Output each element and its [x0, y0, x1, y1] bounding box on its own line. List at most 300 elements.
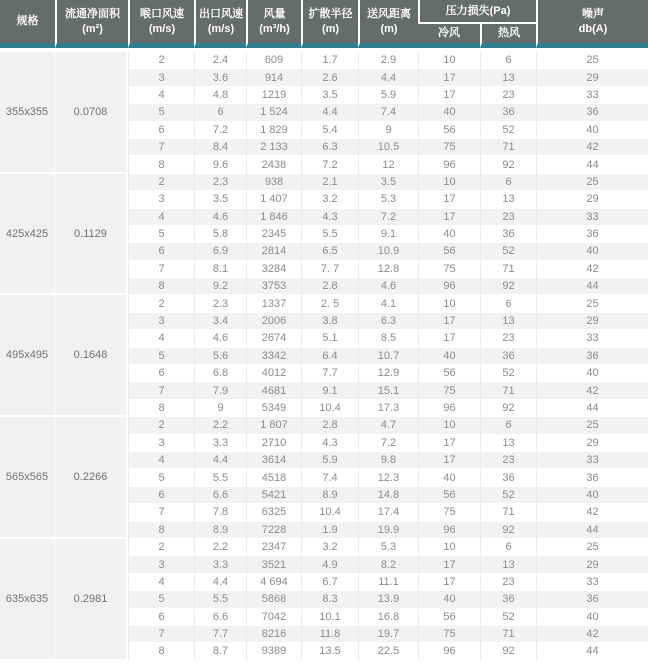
cell-outlet-speed: 3.6	[194, 69, 246, 86]
cell-diffusion-radius: 2.6	[301, 69, 358, 86]
cell-diffusion-radius: 6.4	[301, 348, 358, 365]
header-air-volume	[246, 0, 301, 48]
table-row	[0, 52, 648, 69]
cell-throat-speed: 5	[128, 469, 194, 486]
cell-diffusion-radius: 10.1	[301, 609, 358, 626]
cell-throw-distance: 4.1	[358, 295, 418, 312]
cell-noise: 42	[536, 382, 648, 399]
cell-pressure-hot: 13	[480, 556, 536, 573]
cell-air-volume: 2710	[246, 435, 301, 452]
cell-throw-distance: 10.7	[358, 348, 418, 365]
cell-noise: 33	[536, 452, 648, 469]
cell-pressure-hot: 92	[480, 643, 536, 660]
cell-outlet-speed: 7.7	[194, 626, 246, 643]
cell-pressure-cold: 56	[418, 122, 480, 139]
cell-outlet-speed: 3.3	[194, 556, 246, 573]
cell-throat-speed: 7	[128, 261, 194, 278]
cell-pressure-hot: 52	[480, 609, 536, 626]
cell-noise: 36	[536, 469, 648, 486]
cell-throat-speed: 5	[128, 348, 194, 365]
cell-air-volume: 2814	[246, 243, 301, 260]
cell-outlet-speed: 6.9	[194, 243, 246, 260]
cell-noise: 40	[536, 243, 648, 260]
cell-noise: 42	[536, 626, 648, 643]
cell-outlet-speed: 7.8	[194, 504, 246, 521]
table-row	[0, 174, 648, 191]
cell-outlet-speed: 4.6	[194, 330, 246, 347]
cell-pressure-cold: 40	[418, 348, 480, 365]
cell-pressure-cold: 75	[418, 261, 480, 278]
cell-pressure-cold: 40	[418, 226, 480, 243]
cell-pressure-cold: 17	[418, 452, 480, 469]
cell-throw-distance: 6.3	[358, 313, 418, 330]
cell-throw-distance: 19.7	[358, 626, 418, 643]
cell-outlet-speed: 6.6	[194, 609, 246, 626]
cell-throat-speed: 3	[128, 191, 194, 208]
cell-outlet-speed: 7.9	[194, 382, 246, 399]
cell-throw-distance: 12.9	[358, 365, 418, 382]
cell-noise: 36	[536, 226, 648, 243]
header-spec-label: 规格	[16, 15, 39, 28]
cell-air-volume: 5349	[246, 400, 301, 417]
cell-pressure-cold: 17	[418, 209, 480, 226]
table-header	[0, 0, 648, 48]
cell-throat-speed: 6	[128, 609, 194, 626]
cell-noise: 36	[536, 348, 648, 365]
cell-outlet-speed: 6	[194, 104, 246, 121]
cell-throw-distance: 10.9	[358, 243, 418, 260]
cell-air-volume: 2347	[246, 539, 301, 556]
cell-throw-distance: 10.5	[358, 139, 418, 156]
cell-air-volume: 3753	[246, 278, 301, 295]
cell-air-volume: 3521	[246, 556, 301, 573]
cell-diffusion-radius: 10.4	[301, 400, 358, 417]
cell-throat-speed: 2	[128, 539, 194, 556]
cell-noise: 29	[536, 313, 648, 330]
cell-throw-distance: 22.5	[358, 643, 418, 660]
cell-pressure-hot: 36	[480, 226, 536, 243]
cell-diffusion-radius: 5.1	[301, 330, 358, 347]
area-cell: 0.2981	[55, 539, 128, 661]
cell-pressure-cold: 96	[418, 156, 480, 173]
header-throat-speed-label: 喉口风速	[140, 7, 184, 20]
cell-air-volume: 3614	[246, 452, 301, 469]
cell-outlet-speed: 9	[194, 400, 246, 417]
cell-noise: 44	[536, 278, 648, 295]
cell-throat-speed: 2	[128, 417, 194, 434]
cell-air-volume: 5868	[246, 591, 301, 608]
header-spec	[0, 0, 55, 48]
cell-air-volume: 2438	[246, 156, 301, 173]
cell-noise: 44	[536, 400, 648, 417]
header-throw-distance-unit: (m)	[380, 22, 398, 35]
cell-air-volume: 4518	[246, 469, 301, 486]
cell-throw-distance: 5.3	[358, 191, 418, 208]
cell-diffusion-radius: 4.4	[301, 104, 358, 121]
cell-throat-speed: 3	[128, 69, 194, 86]
cell-pressure-cold: 17	[418, 313, 480, 330]
spec-cell: 565x565	[0, 417, 55, 539]
cell-outlet-speed: 6.6	[194, 487, 246, 504]
header-noise-label: 噪声	[582, 7, 604, 20]
cell-pressure-cold: 40	[418, 591, 480, 608]
cell-pressure-hot: 6	[480, 174, 536, 191]
cell-noise: 33	[536, 87, 648, 104]
cell-noise: 44	[536, 522, 648, 539]
cell-air-volume: 7228	[246, 522, 301, 539]
header-net-area	[55, 0, 128, 48]
cell-noise: 40	[536, 609, 648, 626]
cell-noise: 36	[536, 104, 648, 121]
cell-pressure-cold: 96	[418, 522, 480, 539]
cell-noise: 33	[536, 209, 648, 226]
cell-air-volume: 9389	[246, 643, 301, 660]
cell-throat-speed: 2	[128, 52, 194, 69]
cell-outlet-speed: 9.2	[194, 278, 246, 295]
table-row	[0, 417, 648, 434]
area-cell: 0.1648	[55, 295, 128, 417]
cell-throw-distance: 19.9	[358, 522, 418, 539]
cell-throat-speed: 6	[128, 365, 194, 382]
cell-diffusion-radius: 6.3	[301, 139, 358, 156]
header-outlet-speed-label: 出口风速	[199, 7, 243, 20]
cell-diffusion-radius: 5.9	[301, 452, 358, 469]
cell-outlet-speed: 5.5	[194, 591, 246, 608]
header-outlet-speed-unit: (m/s)	[207, 22, 235, 35]
cell-air-volume: 4681	[246, 382, 301, 399]
cell-air-volume: 914	[246, 69, 301, 86]
cell-noise: 25	[536, 295, 648, 312]
header-net-area-label: 流通净面积	[65, 7, 120, 20]
cell-throw-distance: 16.8	[358, 609, 418, 626]
cell-noise: 42	[536, 261, 648, 278]
cell-throw-distance: 7.2	[358, 435, 418, 452]
cell-throat-speed: 5	[128, 226, 194, 243]
cell-air-volume: 1 524	[246, 104, 301, 121]
cell-throat-speed: 4	[128, 209, 194, 226]
cell-pressure-cold: 17	[418, 69, 480, 86]
cell-outlet-speed: 8.7	[194, 643, 246, 660]
cell-diffusion-radius: 4.3	[301, 435, 358, 452]
cell-throw-distance: 11.1	[358, 574, 418, 591]
header-pressure-cold	[418, 22, 480, 48]
cell-pressure-cold: 56	[418, 365, 480, 382]
cell-pressure-cold: 40	[418, 104, 480, 121]
cell-noise: 42	[536, 139, 648, 156]
cell-diffusion-radius: 2.8	[301, 417, 358, 434]
cell-outlet-speed: 3.4	[194, 313, 246, 330]
cell-diffusion-radius: 10.4	[301, 504, 358, 521]
header-outlet-speed	[194, 0, 246, 48]
cell-pressure-hot: 23	[480, 87, 536, 104]
cell-noise: 36	[536, 591, 648, 608]
cell-throw-distance: 8.5	[358, 330, 418, 347]
header-throw-distance	[358, 0, 418, 48]
cell-throw-distance: 9.8	[358, 452, 418, 469]
cell-throw-distance: 12.3	[358, 469, 418, 486]
cell-pressure-hot: 13	[480, 435, 536, 452]
cell-pressure-cold: 10	[418, 539, 480, 556]
header-row-main	[0, 0, 648, 22]
cell-noise: 25	[536, 174, 648, 191]
cell-outlet-speed: 3.3	[194, 435, 246, 452]
cell-outlet-speed: 2.3	[194, 174, 246, 191]
cell-outlet-speed: 7.2	[194, 122, 246, 139]
cell-throat-speed: 4	[128, 87, 194, 104]
cell-throat-speed: 8	[128, 400, 194, 417]
cell-diffusion-radius: 5.5	[301, 226, 358, 243]
cell-throw-distance: 4.6	[358, 278, 418, 295]
cell-pressure-cold: 17	[418, 435, 480, 452]
cell-diffusion-radius: 7.4	[301, 469, 358, 486]
cell-pressure-cold: 17	[418, 87, 480, 104]
cell-air-volume: 2345	[246, 226, 301, 243]
cell-throw-distance: 2.9	[358, 52, 418, 69]
cell-air-volume: 1337	[246, 295, 301, 312]
cell-pressure-cold: 75	[418, 382, 480, 399]
cell-pressure-hot: 36	[480, 104, 536, 121]
area-cell: 0.1129	[55, 174, 128, 296]
cell-throat-speed: 8	[128, 643, 194, 660]
cell-air-volume: 938	[246, 174, 301, 191]
header-pressure-hot-label: 热风	[498, 27, 520, 40]
cell-noise: 33	[536, 330, 648, 347]
header-pressure-hot	[480, 22, 536, 48]
cell-diffusion-radius: 4.9	[301, 556, 358, 573]
cell-diffusion-radius: 6.7	[301, 574, 358, 591]
cell-throw-distance: 14.8	[358, 487, 418, 504]
table-row	[0, 295, 648, 312]
cell-pressure-cold: 56	[418, 243, 480, 260]
cell-outlet-speed: 4.4	[194, 452, 246, 469]
cell-throat-speed: 3	[128, 435, 194, 452]
cell-diffusion-radius: 7.7	[301, 365, 358, 382]
cell-pressure-hot: 92	[480, 522, 536, 539]
cell-pressure-hot: 92	[480, 278, 536, 295]
cell-throat-speed: 3	[128, 313, 194, 330]
cell-diffusion-radius: 8.9	[301, 487, 358, 504]
cell-pressure-cold: 10	[418, 417, 480, 434]
cell-air-volume: 2 133	[246, 139, 301, 156]
cell-diffusion-radius: 7. 7	[301, 261, 358, 278]
cell-air-volume: 2674	[246, 330, 301, 347]
cell-throat-speed: 7	[128, 382, 194, 399]
header-pressure-loss-label: 压力损失(Pa)	[445, 4, 511, 17]
cell-diffusion-radius: 3.2	[301, 191, 358, 208]
area-cell: 0.0708	[55, 52, 128, 174]
cell-throw-distance: 12.8	[358, 261, 418, 278]
cell-noise: 25	[536, 52, 648, 69]
spec-cell: 355x355	[0, 52, 55, 174]
cell-throw-distance: 5.3	[358, 539, 418, 556]
cell-outlet-speed: 3.5	[194, 191, 246, 208]
cell-pressure-cold: 96	[418, 643, 480, 660]
cell-pressure-cold: 17	[418, 191, 480, 208]
cell-air-volume: 3342	[246, 348, 301, 365]
header-diffusion-radius	[301, 0, 358, 48]
cell-throw-distance: 4.4	[358, 69, 418, 86]
cell-noise: 40	[536, 487, 648, 504]
cell-pressure-cold: 17	[418, 556, 480, 573]
cell-diffusion-radius: 2. 5	[301, 295, 358, 312]
cell-throat-speed: 4	[128, 574, 194, 591]
cell-noise: 40	[536, 365, 648, 382]
cell-pressure-cold: 96	[418, 278, 480, 295]
cell-throw-distance: 17.4	[358, 504, 418, 521]
cell-outlet-speed: 8.9	[194, 522, 246, 539]
cell-pressure-hot: 52	[480, 487, 536, 504]
cell-outlet-speed: 8.1	[194, 261, 246, 278]
cell-pressure-cold: 75	[418, 139, 480, 156]
cell-pressure-hot: 36	[480, 348, 536, 365]
cell-noise: 25	[536, 417, 648, 434]
cell-diffusion-radius: 11.8	[301, 626, 358, 643]
cell-outlet-speed: 8.4	[194, 139, 246, 156]
cell-pressure-hot: 23	[480, 209, 536, 226]
cell-diffusion-radius: 1.9	[301, 522, 358, 539]
cell-outlet-speed: 4.4	[194, 574, 246, 591]
cell-throw-distance: 5.9	[358, 87, 418, 104]
cell-throw-distance: 17.3	[358, 400, 418, 417]
cell-pressure-hot: 6	[480, 52, 536, 69]
cell-pressure-cold: 10	[418, 52, 480, 69]
cell-air-volume: 609	[246, 52, 301, 69]
cell-throat-speed: 2	[128, 174, 194, 191]
cell-diffusion-radius: 9.1	[301, 382, 358, 399]
cell-pressure-cold: 10	[418, 174, 480, 191]
cell-diffusion-radius: 13.5	[301, 643, 358, 660]
cell-outlet-speed: 5.8	[194, 226, 246, 243]
cell-throat-speed: 7	[128, 626, 194, 643]
cell-throat-speed: 7	[128, 504, 194, 521]
cell-pressure-hot: 13	[480, 313, 536, 330]
cell-diffusion-radius: 1.7	[301, 52, 358, 69]
cell-diffusion-radius: 8.3	[301, 591, 358, 608]
cell-outlet-speed: 2.3	[194, 295, 246, 312]
cell-pressure-hot: 52	[480, 243, 536, 260]
cell-pressure-cold: 75	[418, 504, 480, 521]
table-body	[0, 48, 648, 661]
spec-cell: 635x635	[0, 539, 55, 661]
cell-pressure-hot: 36	[480, 591, 536, 608]
cell-noise: 44	[536, 156, 648, 173]
cell-pressure-cold: 56	[418, 487, 480, 504]
cell-pressure-hot: 71	[480, 626, 536, 643]
cell-throw-distance: 7.2	[358, 209, 418, 226]
cell-pressure-hot: 52	[480, 365, 536, 382]
cell-air-volume: 7042	[246, 609, 301, 626]
cell-noise: 29	[536, 556, 648, 573]
cell-pressure-hot: 71	[480, 139, 536, 156]
cell-diffusion-radius: 5.4	[301, 122, 358, 139]
cell-outlet-speed: 2.2	[194, 539, 246, 556]
cell-throw-distance: 4.7	[358, 417, 418, 434]
cell-pressure-hot: 13	[480, 69, 536, 86]
cell-diffusion-radius: 7.2	[301, 156, 358, 173]
cell-pressure-cold: 75	[418, 626, 480, 643]
header-noise	[536, 0, 648, 48]
cell-noise: 44	[536, 643, 648, 660]
cell-air-volume: 4012	[246, 365, 301, 382]
cell-pressure-hot: 71	[480, 382, 536, 399]
cell-pressure-hot: 71	[480, 261, 536, 278]
cell-pressure-hot: 6	[480, 295, 536, 312]
table-row	[0, 539, 648, 556]
cell-air-volume: 1 407	[246, 191, 301, 208]
cell-air-volume: 1 829	[246, 122, 301, 139]
header-noise-unit: db(A)	[578, 22, 608, 35]
spec-cell: 425x425	[0, 174, 55, 296]
cell-throat-speed: 6	[128, 487, 194, 504]
cell-pressure-hot: 36	[480, 469, 536, 486]
cell-throat-speed: 4	[128, 330, 194, 347]
cell-diffusion-radius: 3.2	[301, 539, 358, 556]
header-air-volume-unit: (m³/h)	[259, 22, 290, 35]
cell-pressure-hot: 71	[480, 504, 536, 521]
cell-diffusion-radius: 3.8	[301, 313, 358, 330]
cell-throat-speed: 3	[128, 556, 194, 573]
header-pressure-loss	[418, 0, 536, 22]
cell-pressure-cold: 96	[418, 400, 480, 417]
cell-noise: 42	[536, 504, 648, 521]
cell-diffusion-radius: 3.5	[301, 87, 358, 104]
cell-throat-speed: 5	[128, 591, 194, 608]
cell-diffusion-radius: 6.5	[301, 243, 358, 260]
cell-air-volume: 1219	[246, 87, 301, 104]
area-cell: 0.2266	[55, 417, 128, 539]
cell-diffusion-radius: 2.8	[301, 278, 358, 295]
cell-outlet-speed: 6.8	[194, 365, 246, 382]
cell-throat-speed: 4	[128, 452, 194, 469]
cell-throw-distance: 15.1	[358, 382, 418, 399]
cell-pressure-hot: 92	[480, 400, 536, 417]
cell-noise: 29	[536, 191, 648, 208]
cell-throat-speed: 6	[128, 243, 194, 260]
header-net-area-unit: (m²)	[82, 22, 103, 35]
cell-pressure-cold: 17	[418, 330, 480, 347]
cell-throw-distance: 9.1	[358, 226, 418, 243]
cell-outlet-speed: 5.6	[194, 348, 246, 365]
header-throw-distance-label: 送风距离	[367, 7, 411, 20]
cell-air-volume: 1 846	[246, 209, 301, 226]
cell-air-volume: 3284	[246, 261, 301, 278]
header-throat-speed-unit: (m/s)	[148, 22, 176, 35]
cell-pressure-cold: 10	[418, 295, 480, 312]
cell-outlet-speed: 4.8	[194, 87, 246, 104]
cell-diffusion-radius: 2.1	[301, 174, 358, 191]
cell-throat-speed: 8	[128, 522, 194, 539]
cell-pressure-cold: 17	[418, 574, 480, 591]
cell-pressure-hot: 52	[480, 122, 536, 139]
cell-throw-distance: 9	[358, 122, 418, 139]
header-pressure-cold-label: 冷风	[438, 27, 460, 40]
cell-throat-speed: 7	[128, 139, 194, 156]
cell-pressure-hot: 6	[480, 539, 536, 556]
cell-throat-speed: 8	[128, 156, 194, 173]
cell-air-volume: 6325	[246, 504, 301, 521]
cell-diffusion-radius: 4.3	[301, 209, 358, 226]
header-diffusion-radius-unit: (m)	[321, 22, 340, 35]
cell-noise: 29	[536, 435, 648, 452]
cell-outlet-speed: 9.6	[194, 156, 246, 173]
cell-air-volume: 5421	[246, 487, 301, 504]
cell-throw-distance: 13.9	[358, 591, 418, 608]
cell-pressure-hot: 23	[480, 452, 536, 469]
cell-throat-speed: 8	[128, 278, 194, 295]
cell-noise: 40	[536, 122, 648, 139]
header-throat-speed	[128, 0, 194, 48]
cell-throat-speed: 2	[128, 295, 194, 312]
